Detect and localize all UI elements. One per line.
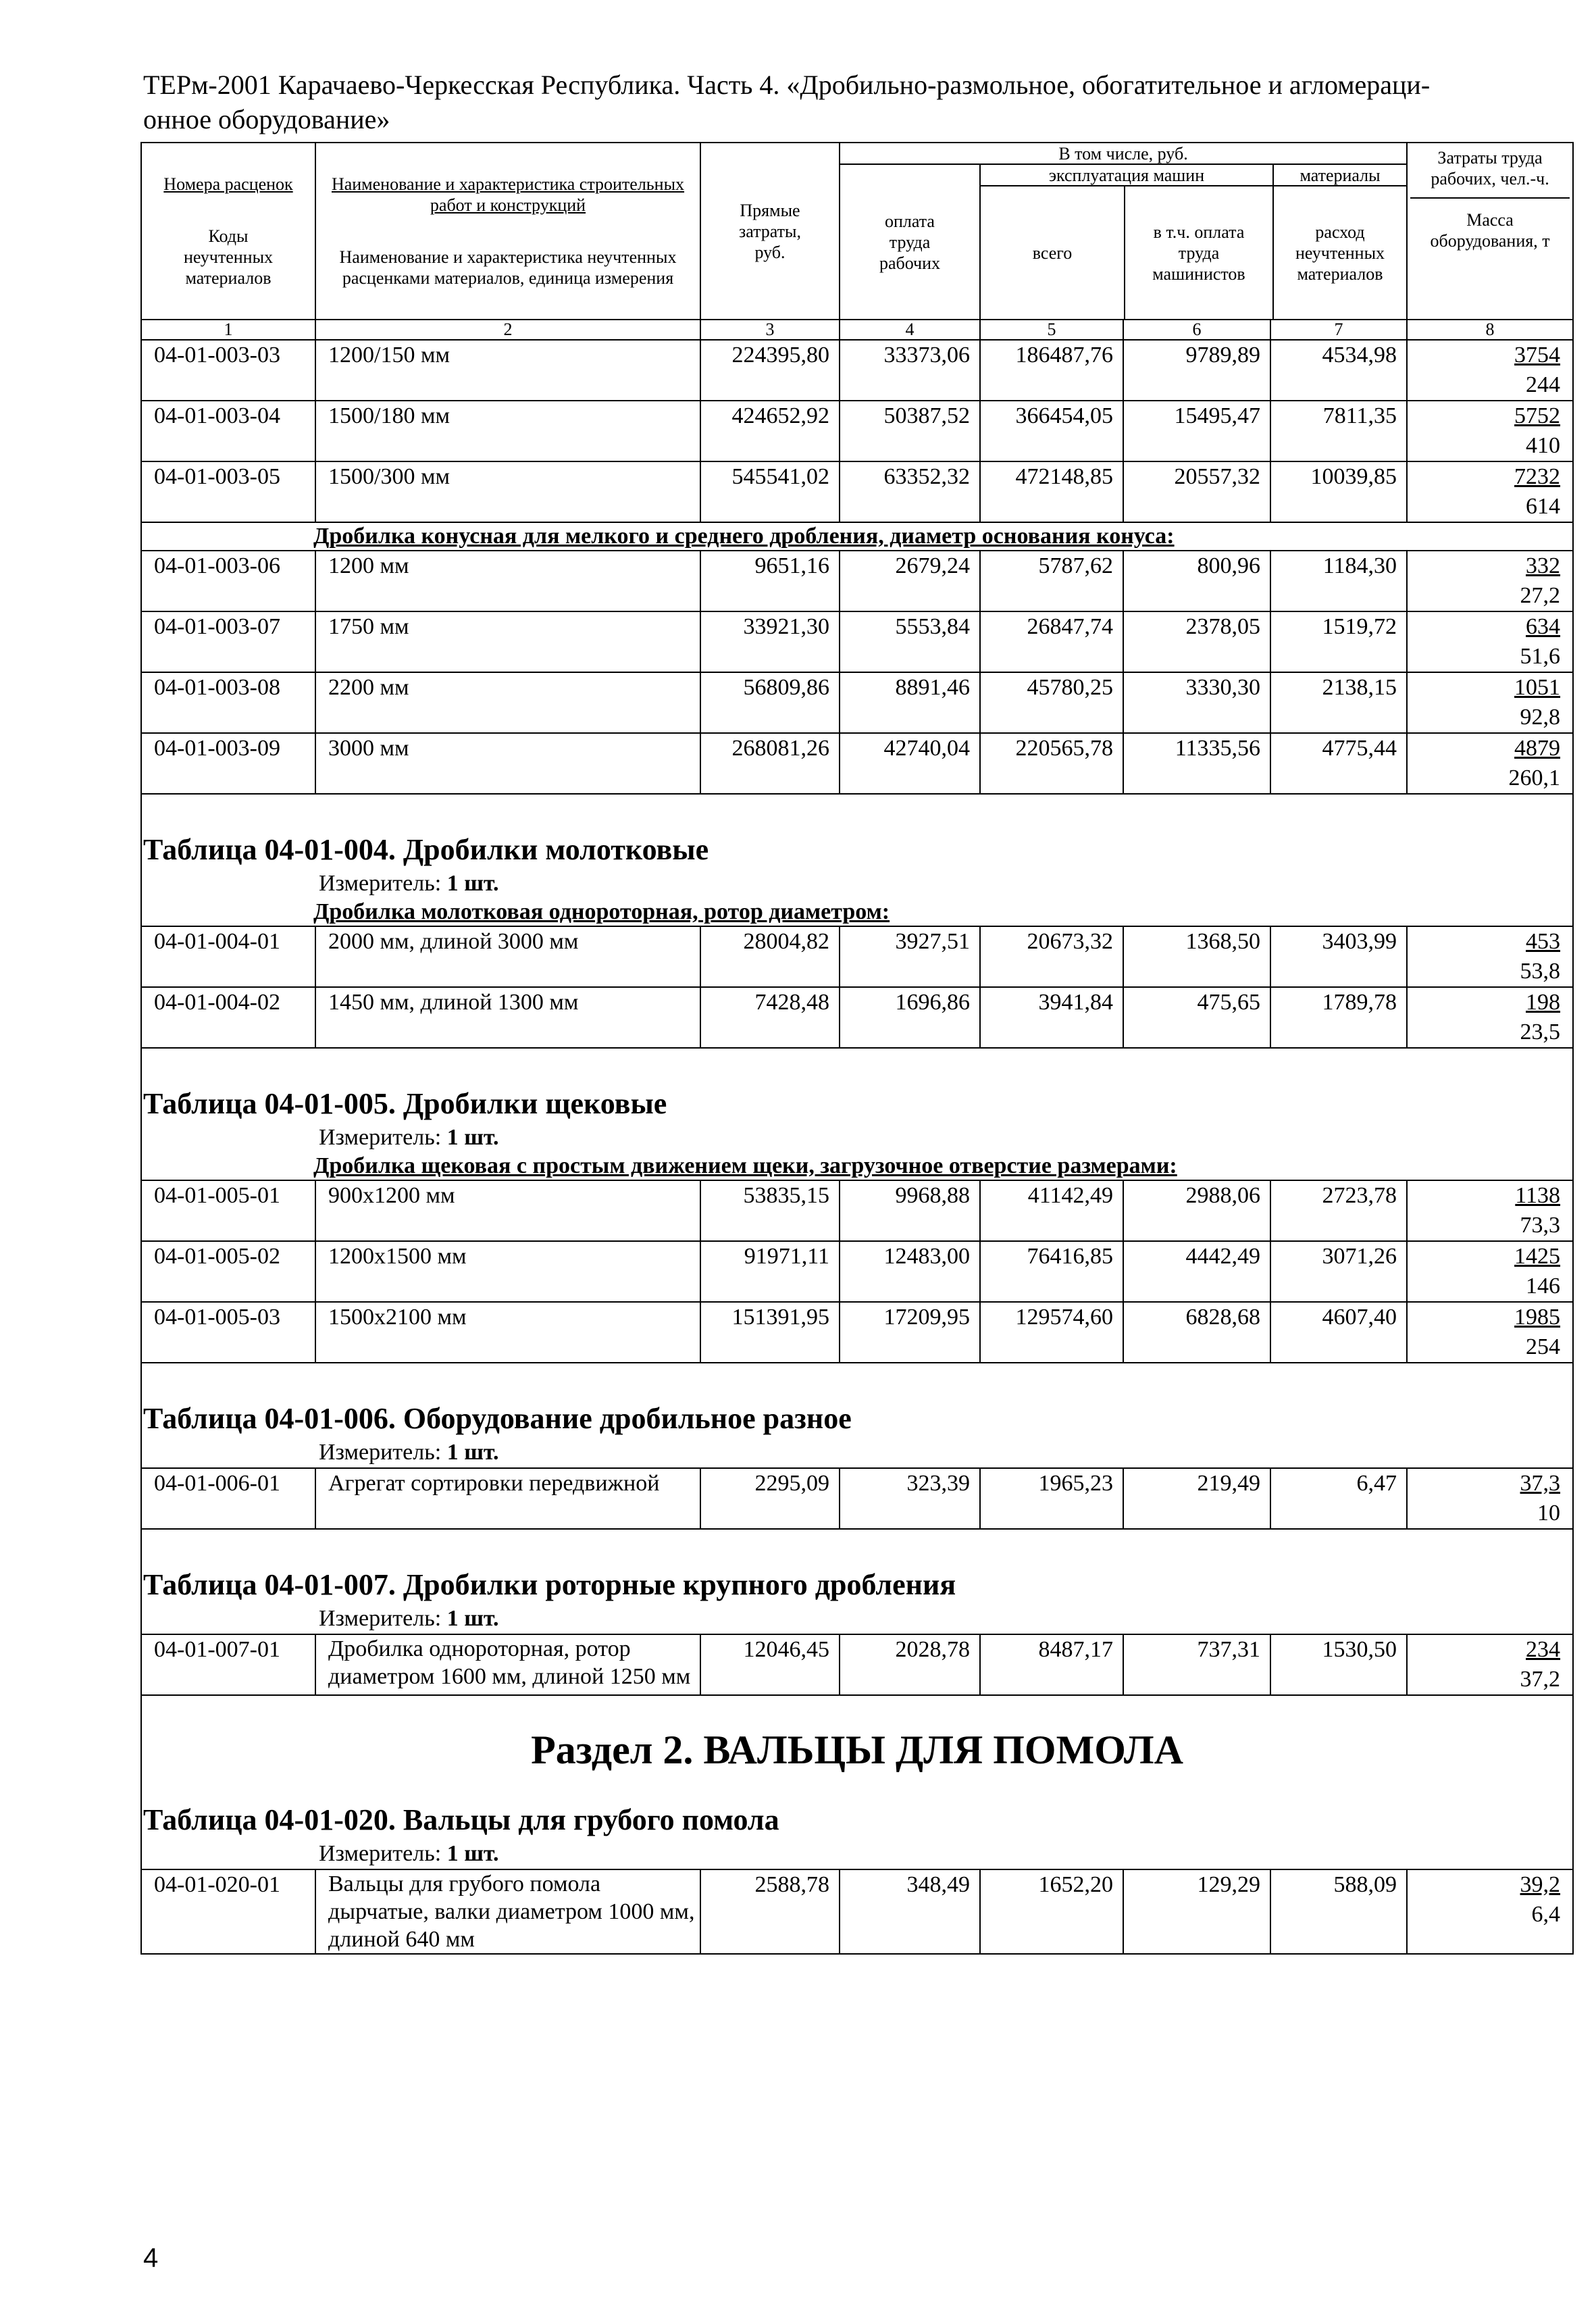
table-body xyxy=(141,340,1573,1954)
machine-total: 45780,25 xyxy=(980,672,1123,733)
colnum: 7 xyxy=(1270,320,1407,340)
machine-total: 366454,05 xyxy=(980,401,1123,461)
page-header xyxy=(143,68,1508,136)
equipment-mass: 51,6 xyxy=(1520,644,1561,669)
labor-hours: 1985 xyxy=(1514,1305,1561,1330)
col-header-name: Наименование и характеристика строительных работ и конструкций Наименование и характеристика неучтенных расценками материалов, единица измерения xyxy=(315,143,700,320)
table-row xyxy=(141,401,1573,461)
rate-name: 900х1200 мм xyxy=(315,1180,700,1241)
labor-hours: 7232 xyxy=(1514,464,1561,489)
rate-code: 04-01-003-08 xyxy=(141,672,315,733)
table-row xyxy=(141,1241,1573,1302)
machinist-pay: 800,96 xyxy=(1123,551,1270,611)
table-row xyxy=(141,1468,1573,1529)
labor-hours: 39,2 xyxy=(1520,1872,1561,1897)
machinist-pay: 4442,49 xyxy=(1123,1241,1270,1302)
colnum: 6 xyxy=(1123,320,1270,340)
rate-code: 04-01-005-01 xyxy=(141,1180,315,1241)
equipment-mass: 254 xyxy=(1526,1334,1561,1359)
machine-total: 220565,78 xyxy=(980,733,1123,794)
rate-name: 3000 мм xyxy=(315,733,700,794)
machinist-pay: 15495,47 xyxy=(1123,401,1270,461)
table-title: Таблица 04-01-005. Дробилки щековые xyxy=(143,1087,667,1120)
table-row xyxy=(141,1634,1573,1695)
colnum: 3 xyxy=(700,320,840,340)
equipment-mass: 37,2 xyxy=(1520,1667,1561,1692)
rate-code: 04-01-006-01 xyxy=(141,1468,315,1529)
machine-total: 5787,62 xyxy=(980,551,1123,611)
labor-mass-cell xyxy=(1407,1468,1573,1529)
equipment-mass: 27,2 xyxy=(1520,583,1561,608)
machine-total: 472148,85 xyxy=(980,461,1123,522)
section-2-title: Раздел 2. ВАЛЬЦЫ ДЛЯ ПОМОЛА xyxy=(531,1728,1183,1772)
table-subtitle: Дробилка молотковая однороторная, ротор диаметром: xyxy=(313,899,890,924)
labor-pay: 12483,00 xyxy=(840,1241,980,1302)
materials-cost: 6,47 xyxy=(1270,1468,1407,1529)
rate-code: 04-01-003-06 xyxy=(141,551,315,611)
equipment-mass: 23,5 xyxy=(1520,1020,1561,1045)
rate-name: 1500/300 мм xyxy=(315,461,700,522)
header-line-2: онное оборудование» xyxy=(143,104,390,134)
labor-mass-cell xyxy=(1407,401,1573,461)
direct-cost: 424652,92 xyxy=(700,401,840,461)
rate-name: 1200 мм xyxy=(315,551,700,611)
table-006-header xyxy=(141,1363,1573,1468)
machine-total: 1965,23 xyxy=(980,1468,1123,1529)
section-row xyxy=(141,522,1573,551)
table-title: Таблица 04-01-020. Вальцы для грубого помола xyxy=(143,1803,779,1836)
rate-name: 2200 мм xyxy=(315,672,700,733)
labor-pay: 3927,51 xyxy=(840,926,980,987)
table-row xyxy=(141,340,1573,401)
labor-mass-cell xyxy=(1407,672,1573,733)
table-row xyxy=(141,1869,1573,1954)
materials-cost: 1184,30 xyxy=(1270,551,1407,611)
rate-code: 04-01-004-01 xyxy=(141,926,315,987)
labor-pay: 9968,88 xyxy=(840,1180,980,1241)
labor-hours: 3754 xyxy=(1514,343,1561,368)
table-005-header xyxy=(141,1048,1573,1180)
rate-code: 04-01-005-03 xyxy=(141,1302,315,1363)
direct-cost: 7428,48 xyxy=(700,987,840,1048)
rate-code: 04-01-003-04 xyxy=(141,401,315,461)
machinist-pay: 2988,06 xyxy=(1123,1180,1270,1241)
direct-cost: 224395,80 xyxy=(700,340,840,401)
machinist-pay: 2378,05 xyxy=(1123,611,1270,672)
col-header-unaccounted: расход неучтенных материалов xyxy=(1295,222,1385,284)
equipment-mass: 146 xyxy=(1526,1274,1561,1299)
labor-hours: 332 xyxy=(1526,553,1561,578)
rate-name: 1200х1500 мм xyxy=(315,1241,700,1302)
direct-cost: 268081,26 xyxy=(700,733,840,794)
rate-name: 1450 мм, длиной 1300 мм xyxy=(315,987,700,1048)
machinist-pay: 3330,30 xyxy=(1123,672,1270,733)
measure-line: Измеритель: 1 шт. xyxy=(319,871,499,896)
labor-mass-cell xyxy=(1407,926,1573,987)
rate-name: 1500х2100 мм xyxy=(315,1302,700,1363)
labor-mass-cell xyxy=(1407,1869,1573,1954)
direct-cost: 9651,16 xyxy=(700,551,840,611)
table-row xyxy=(141,611,1573,672)
materials-cost: 588,09 xyxy=(1270,1869,1407,1954)
col-header-mach-total: всего xyxy=(981,186,1125,319)
machinist-pay: 129,29 xyxy=(1123,1869,1270,1954)
colnum: 2 xyxy=(315,320,700,340)
machinist-pay: 11335,56 xyxy=(1123,733,1270,794)
machine-total: 186487,76 xyxy=(980,340,1123,401)
machinist-pay: 219,49 xyxy=(1123,1468,1270,1529)
labor-hours: 634 xyxy=(1526,614,1561,639)
materials-cost: 1789,78 xyxy=(1270,987,1407,1048)
labor-mass-cell xyxy=(1407,1241,1573,1302)
labor-hours: 5752 xyxy=(1514,403,1561,428)
colnum: 1 xyxy=(141,320,315,340)
table-row xyxy=(141,1302,1573,1363)
labor-pay: 17209,95 xyxy=(840,1302,980,1363)
labor-pay: 8891,46 xyxy=(840,672,980,733)
colnum: 8 xyxy=(1407,320,1573,340)
labor-mass-cell xyxy=(1407,1302,1573,1363)
direct-cost: 2588,78 xyxy=(700,1869,840,1954)
col-header-machines: эксплуатация машин xyxy=(981,165,1272,186)
labor-pay: 323,39 xyxy=(840,1468,980,1529)
labor-hours: 1138 xyxy=(1515,1183,1561,1208)
section-2-header xyxy=(141,1695,1573,1869)
machine-total: 20673,32 xyxy=(980,926,1123,987)
measure-line: Измеритель: 1 шт. xyxy=(319,1125,499,1150)
table-head xyxy=(141,143,1573,340)
materials-cost: 10039,85 xyxy=(1270,461,1407,522)
labor-mass-cell xyxy=(1407,1634,1573,1695)
labor-pay: 50387,52 xyxy=(840,401,980,461)
table-row xyxy=(141,926,1573,987)
labor-mass-cell xyxy=(1407,733,1573,794)
column-numbers-row xyxy=(141,320,1573,340)
materials-cost: 1530,50 xyxy=(1270,1634,1407,1695)
labor-pay: 1696,86 xyxy=(840,987,980,1048)
direct-cost: 33921,30 xyxy=(700,611,840,672)
direct-cost: 545541,02 xyxy=(700,461,840,522)
labor-pay: 2028,78 xyxy=(840,1634,980,1695)
labor-pay: 2679,24 xyxy=(840,551,980,611)
materials-cost: 3071,26 xyxy=(1270,1241,1407,1302)
machinist-pay: 9789,89 xyxy=(1123,340,1270,401)
rate-name: Дробилка однороторная, ротор диаметром 1600 мм, длиной 1250 мм xyxy=(315,1634,700,1695)
equipment-mass: 92,8 xyxy=(1520,705,1561,730)
col-header-materials: материалы xyxy=(1274,165,1406,186)
colnum: 4 xyxy=(840,320,980,340)
machinist-pay: 737,31 xyxy=(1123,1634,1270,1695)
machine-total: 1652,20 xyxy=(980,1869,1123,1954)
materials-cost: 4775,44 xyxy=(1270,733,1407,794)
rate-name: 1750 мм xyxy=(315,611,700,672)
col-header-codes: Номера расценок Коды неучтенных материалов xyxy=(141,143,315,320)
table-row xyxy=(141,672,1573,733)
rate-code: 04-01-007-01 xyxy=(141,1634,315,1695)
col-header-labor: оплата труда рабочих xyxy=(840,165,981,319)
table-007-header xyxy=(141,1529,1573,1634)
equipment-mass: 73,3 xyxy=(1520,1213,1561,1238)
machine-total: 76416,85 xyxy=(980,1241,1123,1302)
labor-pay: 63352,32 xyxy=(840,461,980,522)
col-header-labor-cost: Затраты труда рабочих, чел.-ч. Масса оборудования, т xyxy=(1407,143,1573,320)
labor-hours: 234 xyxy=(1526,1637,1561,1662)
equipment-mass: 614 xyxy=(1526,494,1561,519)
rate-code: 04-01-003-03 xyxy=(141,340,315,401)
labor-hours: 4879 xyxy=(1514,736,1561,761)
materials-cost: 2138,15 xyxy=(1270,672,1407,733)
labor-mass-cell xyxy=(1407,461,1573,522)
machinist-pay: 475,65 xyxy=(1123,987,1270,1048)
equipment-mass: 53,8 xyxy=(1520,959,1561,984)
rate-name: 2000 мм, длиной 3000 мм xyxy=(315,926,700,987)
equipment-mass: 260,1 xyxy=(1508,765,1561,790)
table-004-header xyxy=(141,794,1573,926)
table-row xyxy=(141,1180,1573,1241)
machine-total: 41142,49 xyxy=(980,1180,1123,1241)
direct-cost: 91971,11 xyxy=(700,1241,840,1302)
rate-code: 04-01-004-02 xyxy=(141,987,315,1048)
table-row xyxy=(141,733,1573,794)
direct-cost: 151391,95 xyxy=(700,1302,840,1363)
labor-pay: 33373,06 xyxy=(840,340,980,401)
labor-pay: 42740,04 xyxy=(840,733,980,794)
labor-mass-cell xyxy=(1407,340,1573,401)
section-cone-title: Дробилка конусная для мелкого и среднего дробления, диаметр основания конуса: xyxy=(313,524,1175,549)
direct-cost: 56809,86 xyxy=(700,672,840,733)
labor-mass-cell xyxy=(1407,611,1573,672)
table-row xyxy=(141,987,1573,1048)
col-header-incl-group: В том числе, руб. оплата труда рабочих эксплуатация машин всего в т.ч. оплата труда машинистов материалы расход неучтенных материалов xyxy=(840,143,1407,320)
materials-cost: 2723,78 xyxy=(1270,1180,1407,1241)
labor-hours: 37,3 xyxy=(1520,1471,1561,1496)
header-line-1: ТЕРм-2001 Карачаево-Черкесская Республика. Часть 4. «Дробильно-размольное, обогатительное и агломераци- xyxy=(143,70,1431,100)
col-header-mach-labor: в т.ч. оплата труда машинистов xyxy=(1152,222,1245,284)
machinist-pay: 20557,32 xyxy=(1123,461,1270,522)
machine-total: 129574,60 xyxy=(980,1302,1123,1363)
machine-total: 3941,84 xyxy=(980,987,1123,1048)
page-number: 4 xyxy=(143,2243,159,2273)
labor-mass-cell xyxy=(1407,987,1573,1048)
col-header-direct: Прямые затраты, руб. xyxy=(700,143,840,320)
labor-hours: 1051 xyxy=(1514,675,1561,700)
rate-code: 04-01-005-02 xyxy=(141,1241,315,1302)
measure-line: Измеритель: 1 шт. xyxy=(319,1841,499,1866)
rate-name: 1500/180 мм xyxy=(315,401,700,461)
materials-cost: 1519,72 xyxy=(1270,611,1407,672)
rate-name: 1200/150 мм xyxy=(315,340,700,401)
direct-cost: 2295,09 xyxy=(700,1468,840,1529)
colnum: 5 xyxy=(980,320,1123,340)
equipment-mass: 410 xyxy=(1526,433,1561,458)
labor-pay: 5553,84 xyxy=(840,611,980,672)
measure-line: Измеритель: 1 шт. xyxy=(319,1440,499,1465)
machinist-pay: 1368,50 xyxy=(1123,926,1270,987)
labor-hours: 453 xyxy=(1526,929,1561,954)
table-title: Таблица 04-01-006. Оборудование дробильное разное xyxy=(143,1402,852,1435)
table-title: Таблица 04-01-004. Дробилки молотковые xyxy=(143,833,709,866)
materials-cost: 7811,35 xyxy=(1270,401,1407,461)
materials-cost: 4534,98 xyxy=(1270,340,1407,401)
rate-name: Агрегат сортировки передвижной xyxy=(315,1468,700,1529)
machine-total: 8487,17 xyxy=(980,1634,1123,1695)
rate-code: 04-01-020-01 xyxy=(141,1869,315,1954)
table-title: Таблица 04-01-007. Дробилки роторные крупного дробления xyxy=(143,1568,956,1601)
direct-cost: 12046,45 xyxy=(700,1634,840,1695)
rate-name: Вальцы для грубого помола дырчатые, валки диаметром 1000 мм, длиной 640 мм xyxy=(315,1869,700,1954)
materials-cost: 3403,99 xyxy=(1270,926,1407,987)
rate-code: 04-01-003-09 xyxy=(141,733,315,794)
direct-cost: 53835,15 xyxy=(700,1180,840,1241)
rates-table xyxy=(140,142,1574,1955)
equipment-mass: 10 xyxy=(1537,1501,1561,1526)
labor-hours: 1425 xyxy=(1514,1244,1561,1269)
direct-cost: 28004,82 xyxy=(700,926,840,987)
measure-line: Измеритель: 1 шт. xyxy=(319,1606,499,1631)
equipment-mass: 6,4 xyxy=(1531,1902,1561,1927)
materials-cost: 4607,40 xyxy=(1270,1302,1407,1363)
labor-pay: 348,49 xyxy=(840,1869,980,1954)
machine-total: 26847,74 xyxy=(980,611,1123,672)
equipment-mass: 244 xyxy=(1526,372,1561,397)
rate-code: 04-01-003-07 xyxy=(141,611,315,672)
table-subtitle: Дробилка щековая с простым движением щеки, загрузочное отверстие размерами: xyxy=(313,1153,1177,1178)
labor-hours: 198 xyxy=(1526,990,1561,1015)
machinist-pay: 6828,68 xyxy=(1123,1302,1270,1363)
table-row xyxy=(141,461,1573,522)
labor-mass-cell xyxy=(1407,1180,1573,1241)
rate-code: 04-01-003-05 xyxy=(141,461,315,522)
table-row xyxy=(141,551,1573,611)
labor-mass-cell xyxy=(1407,551,1573,611)
